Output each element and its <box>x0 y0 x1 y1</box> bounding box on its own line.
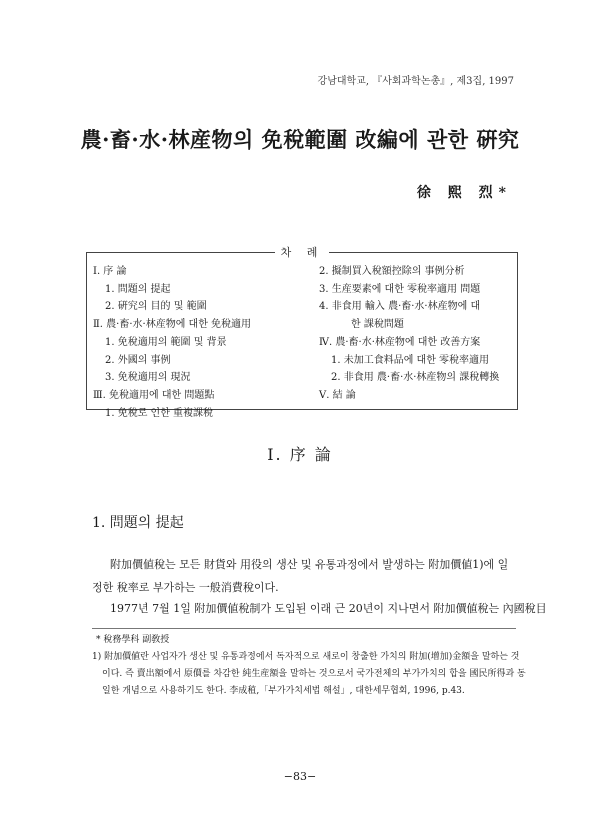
toc-item: 2. 擬制買入稅額控除의 事例分析 <box>319 266 465 277</box>
toc-item: 3. 免稅適用의 現況 <box>105 372 191 384</box>
footnote-1: 1) 附加價値란 사업자가 생산 및 유통과정에서 독자적으로 새로이 창출한 가치의 附加(增加)金額을 말하는 것이다. 즉 賣出額에서 原價를 차감한 純生産額을 말하는 것으로서 국가전체의 부가가치의 합을 國民所得과 동일한 개념으로 사용하기도 한다. 李成稙,「부가가치세법 해설」, 대한세무협회, 1996, p.43. <box>92 652 526 696</box>
author-name: 徐 熙 烈* <box>416 185 512 201</box>
toc-item: 2. 外國의 事例 <box>105 354 171 366</box>
toc-item: Ⅴ. 結 論 <box>319 389 356 401</box>
journal-header: 강남대학교, 『사회과학논총』, 제3집, 1997 <box>317 76 514 87</box>
footnote-author: * 稅務學科 副敎授 <box>96 635 170 645</box>
toc-left-column <box>93 263 251 422</box>
paper-title: 農·畜·水·林産物의 免稅範圍 改編에 관한 硏究 <box>80 127 520 152</box>
page-number: −83− <box>283 770 317 783</box>
toc-item: 3. 生産要素에 대한 零稅率適用 問題 <box>319 283 481 295</box>
toc-item: Ⅱ. 農·畜·水·林産物에 대한 免稅適用 <box>93 319 252 331</box>
toc-item: Ⅲ. 免稅適用에 대한 問題點 <box>93 389 215 401</box>
toc-item: 1. 免稅適用의 範圍 및 背景 <box>105 336 227 348</box>
toc-label: 차 례 <box>275 246 330 259</box>
footnote-divider <box>92 628 516 629</box>
toc-item: 한 課稅問題 <box>351 319 404 331</box>
section-heading: Ⅰ. 序 論 <box>267 445 333 464</box>
toc-item: 4. 非食用 輸入 農·畜·水·林産物에 대 <box>319 301 481 313</box>
toc-item: 1. 免稅로 인한 重複課稅 <box>105 407 214 419</box>
toc-item: 2. 硏究의 目的 및 範圍 <box>105 301 207 313</box>
toc-right-column <box>319 263 499 405</box>
table-of-contents <box>86 246 518 419</box>
toc-item: 2. 非食用 農·畜·水·林産物의 課稅轉換 <box>331 372 500 384</box>
toc-item: Ⅳ. 農·畜·水·林産物에 대한 改善方案 <box>319 336 481 348</box>
subsection-heading: 1. 問題의 提起 <box>92 515 184 531</box>
body-paragraph: 附加價値稅는 모든 財貨와 用役의 생산 및 유통과정에서 발생하는 附加價値1)에 일정한 稅率로 부가하는 一般消費稅이다. <box>92 558 509 594</box>
body-paragraph: 1977년 7월 1일 附加價値稅制가 도입된 이래 근 20년이 지나면서 附加價値稅는 內國稅目 <box>110 602 547 615</box>
toc-item: 1. 未加工食料品에 대한 零稅率適用 <box>331 354 490 366</box>
toc-item: Ⅰ. 序 論 <box>93 266 127 277</box>
toc-item: 1. 問題의 提起 <box>105 283 171 295</box>
